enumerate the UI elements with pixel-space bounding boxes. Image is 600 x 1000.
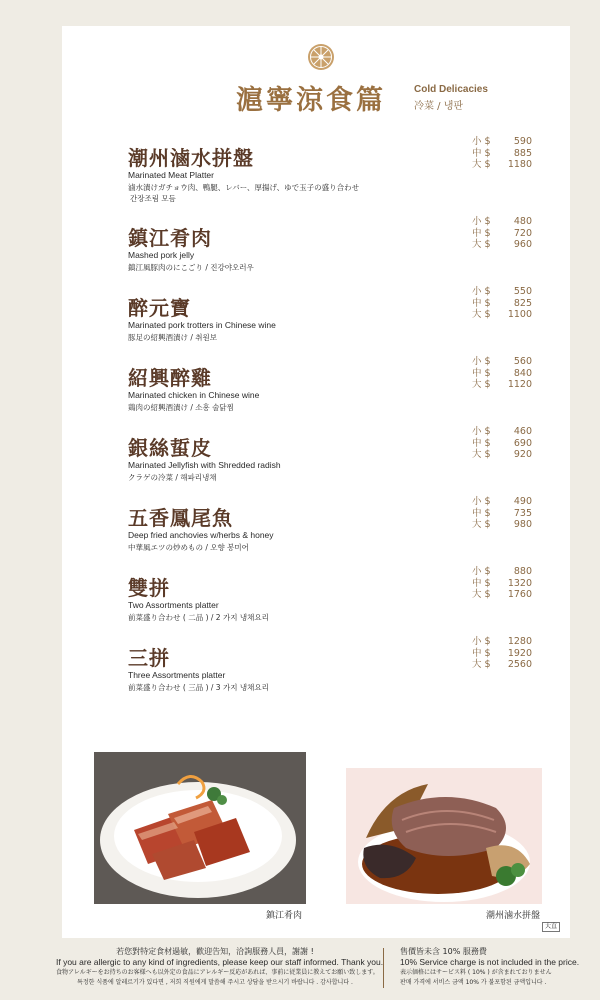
- price-row: [472, 356, 532, 368]
- item-english: Two Assortments platter: [128, 600, 219, 610]
- price-size: 大 $: [472, 519, 491, 531]
- item-name: 雙拼: [128, 576, 170, 600]
- price-value: 460: [513, 426, 532, 437]
- price-size: 小 $: [472, 566, 491, 577]
- menu-item: [128, 426, 568, 498]
- item-english: Mashed pork jelly: [128, 250, 195, 260]
- item-name: 紹興醉雞: [128, 366, 212, 390]
- size-tag: 大直: [542, 922, 560, 932]
- price-row: [472, 449, 532, 461]
- menu-item: [128, 566, 568, 638]
- price-value: 1120: [507, 379, 532, 391]
- price-size: 中 $: [472, 367, 491, 379]
- allergy-notice: [56, 946, 384, 988]
- price-row: [472, 426, 532, 438]
- price-value: 880: [513, 566, 532, 577]
- item-japanese: 鎮江風豚肉のにこごり / 진강야오러우: [128, 263, 254, 272]
- price-value: 2560: [507, 659, 532, 671]
- price-row: [472, 496, 532, 508]
- price-value: 980: [513, 519, 532, 531]
- price-size: 中 $: [472, 297, 491, 309]
- price-row: [472, 136, 532, 148]
- price-row: [472, 239, 532, 251]
- price-value: 720: [513, 227, 532, 239]
- price-value: 1760: [507, 589, 532, 601]
- item-name: 三拼: [128, 646, 170, 670]
- item-english: Deep fried anchovies w/herbs & honey: [128, 530, 274, 540]
- photo-caption: 鎮江肴肉: [266, 911, 303, 921]
- service-charge-jp: 表示価格にはサービス料 ( 10% ) が含まれておりません: [400, 969, 552, 976]
- price-row: [472, 159, 532, 171]
- price-size: 中 $: [472, 577, 491, 589]
- price-list: [472, 426, 532, 461]
- menu-item: [128, 136, 568, 208]
- price-row: [472, 148, 532, 160]
- price-list: [472, 356, 532, 391]
- menu-item: [128, 216, 568, 288]
- photo-caption: 潮州滷水拼盤: [486, 911, 541, 921]
- price-value: 550: [513, 286, 532, 297]
- price-value: 480: [513, 216, 532, 227]
- price-list: [472, 136, 532, 171]
- menu-item: [128, 496, 568, 568]
- price-size: 小 $: [472, 136, 491, 147]
- footer-notice: [0, 944, 600, 1000]
- price-size: 大 $: [472, 659, 491, 671]
- service-charge-zh: 售價皆未含 10% 服務費: [400, 947, 487, 956]
- item-japanese: 前菜盛り合わせ ( 三品 ) / 3 가지 냉채요리: [128, 683, 269, 692]
- footer-divider: [383, 948, 384, 988]
- price-value: 920: [513, 449, 532, 461]
- price-size: 中 $: [472, 647, 491, 659]
- menu-item: [128, 636, 568, 708]
- price-row: [472, 578, 532, 590]
- price-size: 大 $: [472, 239, 491, 251]
- price-row: [472, 566, 532, 578]
- price-row: [472, 648, 532, 660]
- service-charge-en: 10% Service charge is not included in the price.: [400, 957, 580, 967]
- price-value: 560: [513, 356, 532, 367]
- allergy-notice-jp: 食物アレルギーをお持ちのお客様へも以外定の食品にアレルギー反応があれば、事前に従業員に教えてお願い致します。: [56, 969, 379, 976]
- price-value: 885: [513, 147, 532, 159]
- price-row: [472, 298, 532, 310]
- price-value: 690: [513, 437, 532, 449]
- price-value: 1280: [507, 636, 532, 647]
- item-korean: 간장조림 모듬: [130, 194, 176, 203]
- price-row: [472, 309, 532, 321]
- item-japanese: 滷水漬けガチョウ肉、鴨腿、レバー、厚揚げ、ゆで玉子の盛り合わせ: [128, 183, 360, 192]
- item-japanese: 前菜盛り合わせ ( 二品 ) / 2 가지 냉채요리: [128, 613, 269, 622]
- meat-platter-photo: [346, 768, 542, 904]
- price-size: 中 $: [472, 227, 491, 239]
- page-subtitle: 冷菜 / 냉판: [414, 101, 464, 112]
- price-row: [472, 216, 532, 228]
- price-value: 1180: [507, 159, 532, 171]
- price-size: 小 $: [472, 496, 491, 507]
- menu-item: [128, 356, 568, 428]
- item-name: 銀絲蜇皮: [128, 436, 212, 460]
- item-english: Three Assortments platter: [128, 670, 226, 680]
- pork-jelly-photo: [94, 752, 306, 904]
- service-charge-notice: [400, 946, 596, 988]
- price-size: 大 $: [472, 159, 491, 171]
- item-name: 潮州滷水拼盤: [128, 146, 254, 170]
- price-list: [472, 566, 532, 601]
- price-size: 小 $: [472, 426, 491, 437]
- page-title-english: Cold Delicacies: [414, 84, 488, 95]
- allergy-notice-kr: 특정한 식품에 알레르기가 있다면 , 저희 직원에게 말씀해 주시고 상담을 받으시기 바랍니다 . 감사합니다 .: [77, 979, 353, 986]
- price-row: [472, 228, 532, 240]
- price-list: [472, 216, 532, 251]
- price-list: [472, 636, 532, 671]
- price-row: [472, 519, 532, 531]
- item-japanese: クラゲの冷菜 / 해파리냉채: [128, 473, 217, 482]
- allergy-notice-en: If you are allergic to any kind of ingredients, please keep our staff informed. Thank you.: [56, 957, 384, 967]
- price-value: 1920: [507, 647, 532, 659]
- price-size: 小 $: [472, 216, 491, 227]
- price-value: 1100: [507, 309, 532, 321]
- price-row: [472, 508, 532, 520]
- price-value: 1320: [507, 577, 532, 589]
- price-row: [472, 589, 532, 601]
- price-row: [472, 379, 532, 391]
- price-row: [472, 286, 532, 298]
- page-title: 滬寧涼食篇: [236, 85, 386, 116]
- allergy-notice-zh: 若您對特定食材過敏，歡迎告知，洽詢服務人員，謝謝 !: [116, 947, 314, 956]
- item-english: Marinated chicken in Chinese wine: [128, 390, 260, 400]
- price-size: 小 $: [472, 356, 491, 367]
- menu-item: [128, 286, 568, 358]
- price-row: [472, 368, 532, 380]
- price-size: 大 $: [472, 309, 491, 321]
- item-japanese: 中華風エツの炒めもの / 오향 봉미어: [128, 543, 249, 552]
- item-japanese: 鶏肉の紹興酒漬け / 소흥 술닭찜: [128, 403, 234, 412]
- price-size: 中 $: [472, 437, 491, 449]
- price-size: 大 $: [472, 589, 491, 601]
- wheel-emblem-icon: [307, 43, 335, 71]
- item-english: Marinated Jellyfish with Shredded radish: [128, 460, 281, 470]
- item-name: 醉元寶: [128, 296, 191, 320]
- service-charge-kr: 판매 가격에 서비스 금액 10% 가 불포함된 금액입니다 .: [400, 979, 547, 986]
- price-value: 735: [513, 507, 532, 519]
- item-name: 鎮江肴肉: [128, 226, 212, 250]
- price-value: 840: [513, 367, 532, 379]
- item-english: Marinated Meat Platter: [128, 170, 214, 180]
- price-list: [472, 496, 532, 531]
- price-size: 大 $: [472, 449, 491, 461]
- price-row: [472, 438, 532, 450]
- item-name: 五香鳳尾魚: [128, 506, 233, 530]
- price-size: 中 $: [472, 507, 491, 519]
- price-value: 590: [513, 136, 532, 147]
- price-value: 490: [513, 496, 532, 507]
- price-size: 大 $: [472, 379, 491, 391]
- price-row: [472, 636, 532, 648]
- price-size: 小 $: [472, 636, 491, 647]
- price-size: 小 $: [472, 286, 491, 297]
- menu-page: [62, 26, 570, 938]
- item-english: Marinated pork trotters in Chinese wine: [128, 320, 276, 330]
- price-row: [472, 659, 532, 671]
- price-value: 825: [513, 297, 532, 309]
- price-size: 中 $: [472, 147, 491, 159]
- price-list: [472, 286, 532, 321]
- item-japanese: 豚足の紹興酒漬け / 취원보: [128, 333, 218, 342]
- price-value: 960: [513, 239, 532, 251]
